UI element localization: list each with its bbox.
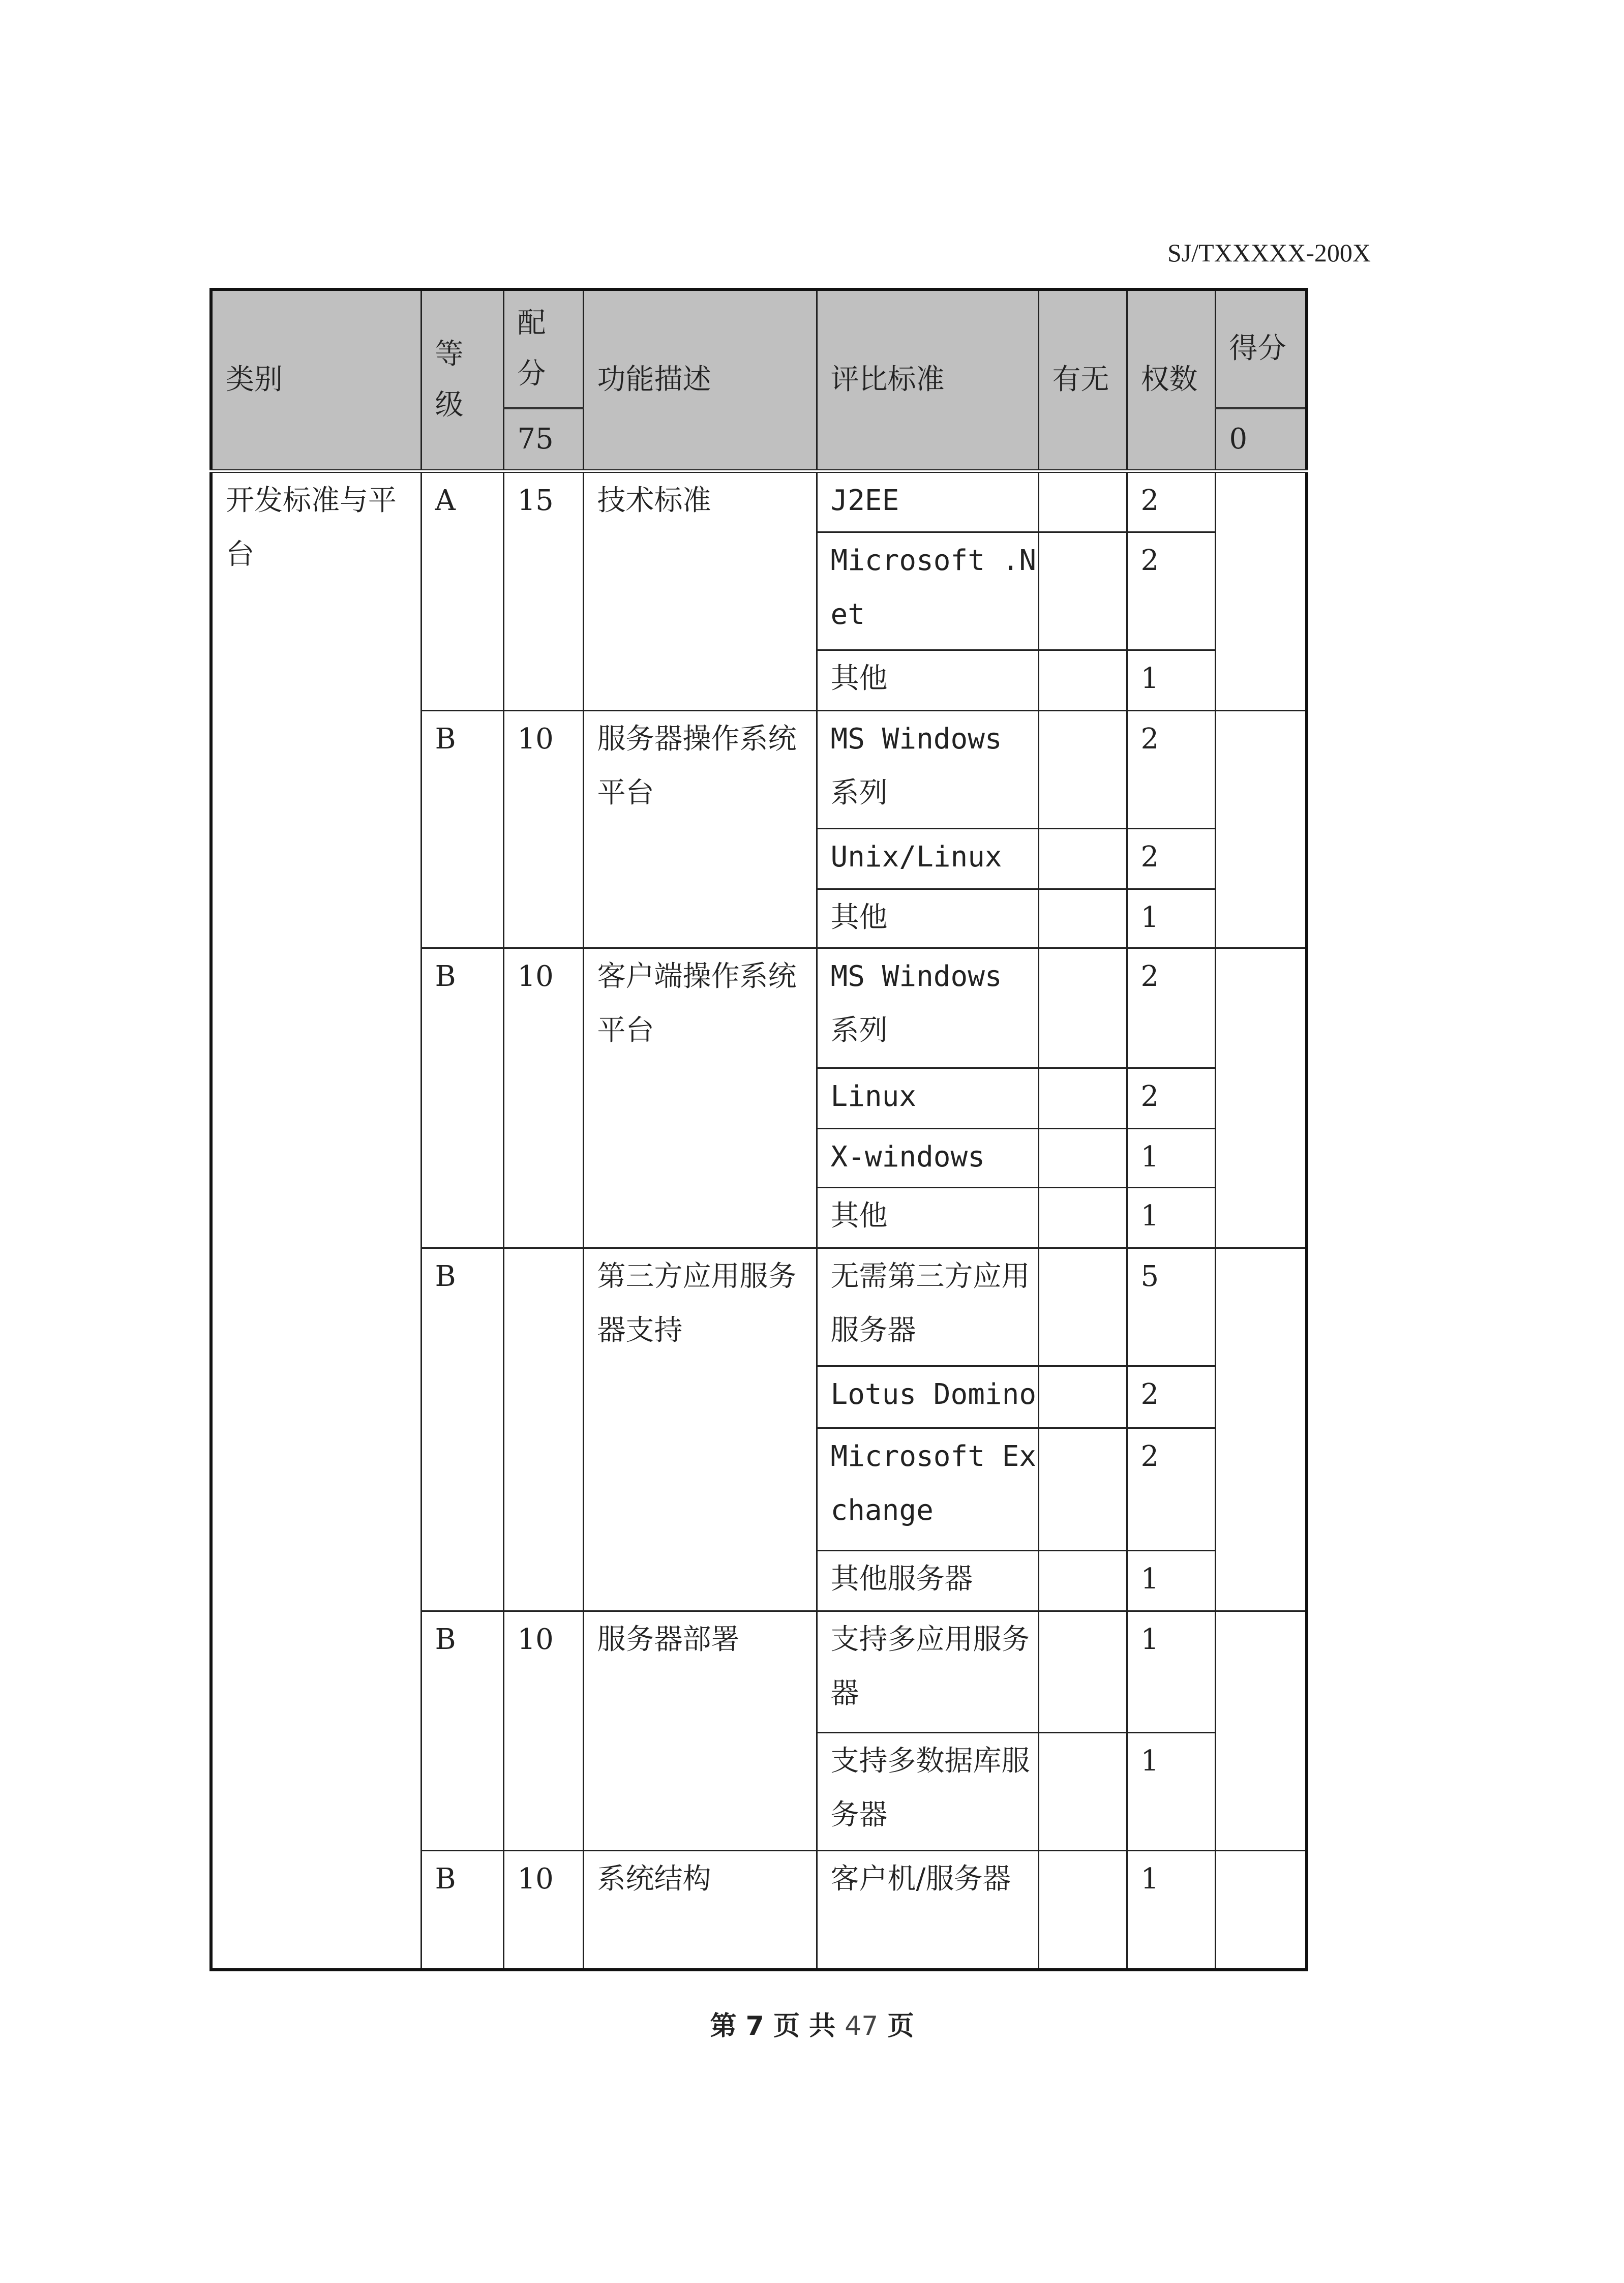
present-cell: [1038, 948, 1127, 1068]
weight-cell: 2: [1127, 828, 1215, 889]
function-cell: 服务器操作系统平台: [583, 710, 817, 948]
level-cell: B: [421, 1611, 503, 1850]
present-cell: [1038, 828, 1127, 889]
criteria-cell: X-windows: [817, 1128, 1038, 1187]
table-body: [211, 471, 1307, 1970]
criteria-cell: MS Windows 系列: [817, 948, 1038, 1068]
weight-cell: 1: [1127, 1850, 1215, 1970]
result-cell: [1215, 948, 1307, 1248]
document-id: SJ/TXXXXX-200X: [1167, 238, 1371, 267]
present-cell: [1038, 1732, 1127, 1850]
result-cell: [1215, 1850, 1307, 1970]
weight-cell: 1: [1127, 889, 1215, 948]
criteria-cell: MS Windows 系列: [817, 710, 1038, 828]
header-row: [211, 289, 1307, 408]
level-cell: B: [421, 710, 503, 948]
weight-cell: 2: [1127, 532, 1215, 650]
score-cell: [503, 1248, 583, 1611]
header-function: 功能描述: [583, 289, 817, 471]
present-cell: [1038, 1248, 1127, 1366]
header-score: [503, 289, 583, 408]
present-cell: [1038, 889, 1127, 948]
header-score-total: 75: [503, 408, 583, 471]
present-cell: [1038, 1850, 1127, 1970]
criteria-cell: 支持多应用服务器: [817, 1611, 1038, 1732]
header-result-total: 0: [1215, 408, 1307, 471]
criteria-cell: Microsoft .Net: [817, 532, 1038, 650]
weight-cell: 1: [1127, 1550, 1215, 1611]
weight-cell: 2: [1127, 1366, 1215, 1428]
weight-cell: 1: [1127, 1187, 1215, 1248]
present-cell: [1038, 471, 1127, 532]
weight-cell: 2: [1127, 1068, 1215, 1128]
criteria-cell: 其他服务器: [817, 1550, 1038, 1611]
footer-prefix: 第: [710, 2011, 737, 2041]
level-cell: B: [421, 1850, 503, 1970]
present-cell: [1038, 532, 1127, 650]
criteria-cell: 其他: [817, 889, 1038, 948]
result-cell: [1215, 1611, 1307, 1850]
header-score-label: 配分: [517, 306, 546, 390]
present-cell: [1038, 1128, 1127, 1187]
category-cell: 开发标准与平台: [211, 471, 421, 1970]
present-cell: [1038, 1366, 1127, 1428]
header-weight: 权数: [1127, 289, 1215, 471]
criteria-cell: Microsoft Exchange: [817, 1428, 1038, 1550]
footer-mid: 页 共: [773, 2011, 836, 2041]
evaluation-table: [209, 288, 1308, 1971]
page-footer: [0, 2008, 1624, 2044]
criteria-cell: 客户机/服务器: [817, 1850, 1038, 1970]
criteria-cell: Linux: [817, 1068, 1038, 1128]
function-cell: 系统结构: [583, 1850, 817, 1970]
header-present: 有无: [1038, 289, 1127, 471]
score-cell: 10: [503, 1850, 583, 1970]
header-result: 得分: [1215, 289, 1307, 408]
function-cell: 第三方应用服务器支持: [583, 1248, 817, 1611]
criteria-cell: 无需第三方应用服务器: [817, 1248, 1038, 1366]
present-cell: [1038, 650, 1127, 710]
score-cell: 10: [503, 948, 583, 1248]
result-cell: [1215, 471, 1307, 710]
present-cell: [1038, 1068, 1127, 1128]
score-cell: 15: [503, 471, 583, 710]
level-cell: B: [421, 948, 503, 1248]
present-cell: [1038, 1611, 1127, 1732]
weight-cell: 1: [1127, 1732, 1215, 1850]
criteria-cell: 其他: [817, 1187, 1038, 1248]
table-row: [211, 471, 1307, 532]
present-cell: [1038, 1550, 1127, 1611]
present-cell: [1038, 1428, 1127, 1550]
footer-total-pages: 47: [845, 2011, 879, 2041]
criteria-cell: Lotus Domino: [817, 1366, 1038, 1428]
header-category: 类别: [211, 289, 421, 471]
present-cell: [1038, 1187, 1127, 1248]
function-cell: 服务器部署: [583, 1611, 817, 1850]
header-level: [421, 289, 503, 471]
weight-cell: 2: [1127, 948, 1215, 1068]
weight-cell: 1: [1127, 650, 1215, 710]
weight-cell: 1: [1127, 1611, 1215, 1732]
score-cell: 10: [503, 710, 583, 948]
level-cell: A: [421, 471, 503, 710]
score-cell: 10: [503, 1611, 583, 1850]
criteria-cell: Unix/Linux: [817, 828, 1038, 889]
header-criteria: 评比标准: [817, 289, 1038, 471]
result-cell: [1215, 710, 1307, 948]
header-level-label: 等级: [435, 338, 464, 422]
weight-cell: 1: [1127, 1128, 1215, 1187]
weight-cell: 2: [1127, 1428, 1215, 1550]
weight-cell: 2: [1127, 471, 1215, 532]
result-cell: [1215, 1248, 1307, 1611]
footer-suffix: 页: [887, 2011, 914, 2041]
level-cell: B: [421, 1248, 503, 1611]
criteria-cell: 其他: [817, 650, 1038, 710]
weight-cell: 2: [1127, 710, 1215, 828]
footer-page-number: 7: [745, 2011, 764, 2041]
present-cell: [1038, 710, 1127, 828]
criteria-cell: 支持多数据库服务器: [817, 1732, 1038, 1850]
function-cell: 技术标准: [583, 471, 817, 710]
weight-cell: 5: [1127, 1248, 1215, 1366]
criteria-cell: J2EE: [817, 471, 1038, 532]
function-cell: 客户端操作系统平台: [583, 948, 817, 1248]
